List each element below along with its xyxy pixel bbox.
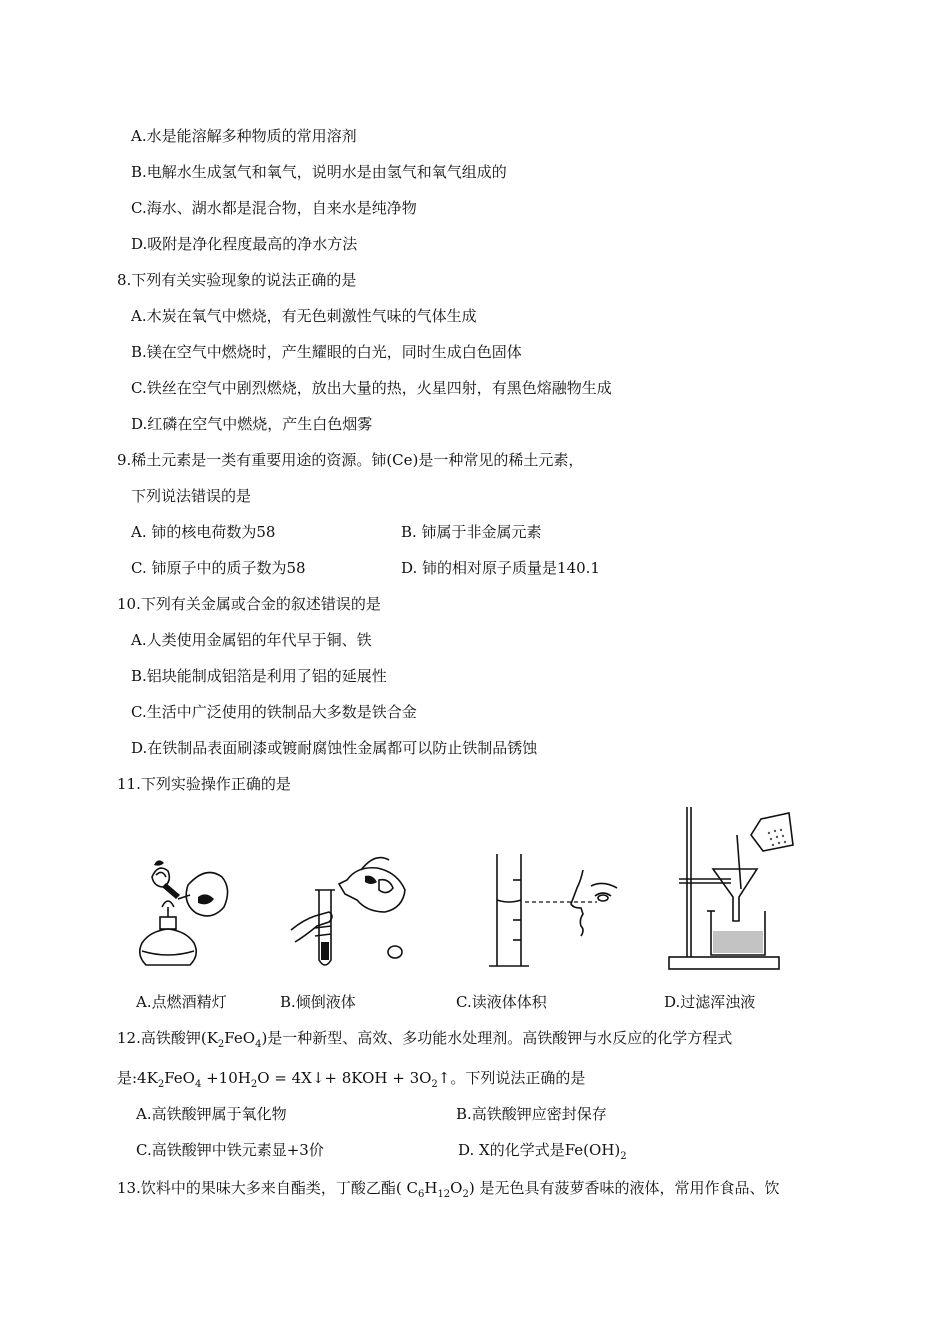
figure-c-reading-volume [485,850,625,970]
q8-stem: 8.下列有关实验现象的说法正确的是 [117,271,357,289]
q9-option-a: A. 铈的核电荷数为58 [131,523,276,541]
figure-b-pouring-liquid [285,850,415,975]
q8-option-a: A.木炭在氧气中燃烧，有无色刺激性气味的气体生成 [131,307,477,325]
figure-d-caption: D.过滤浑浊液 [664,993,756,1011]
q8-option-d: D.红磷在空气中燃烧，产生白色烟雾 [131,415,373,433]
q10-stem: 10.下列有关金属或合金的叙述错误的是 [117,595,381,613]
q7-option-a: A.水是能溶解多种物质的常用溶剂 [131,127,357,145]
q8-option-b: B.镁在空气中燃烧时，产生耀眼的白光，同时生成白色固体 [131,343,522,361]
q9-option-b: B. 铈属于非金属元素 [401,523,542,541]
figure-d-filtration [665,805,825,975]
q13-stem: 13.饮料中的果味大多来自酯类，丁酸乙酯( $C_6H_{12}O_2$) 是无色具有菠萝香味的液体，常用作食品、饮 [117,1179,780,1200]
q7-option-c: C.海水、湖水都是混合物，自来水是纯净物 [131,199,417,217]
q9-option-c: C. 铈原子中的质子数为58 [131,559,306,577]
q9-option-d: D. 铈的相对原子质量是140.1 [401,559,600,577]
q12-stem: 12.高铁酸钾$(K_2FeO_4)$是一种新型、高效、多功能水处理剂。高铁酸钾与水反应的化学方程式 [117,1029,733,1050]
q10-option-a: A.人类使用金属铝的年代早于铜、铁 [131,631,372,649]
figure-c-caption: C.读液体体积 [456,993,547,1011]
figure-a-caption: A.点燃酒精灯 [136,993,227,1011]
q10-option-c: C.生活中广泛使用的铁制品大多数是铁合金 [131,703,417,721]
figure-b-caption: B.倾倒液体 [280,993,356,1011]
q12-option-d: D. X的化学式是$Fe(OH)_2$ [458,1141,627,1162]
q12-equation-line: 是$:4K_2FeO_4 +10H_2O$ = 4X↓+ $8KOH + 3O_2↑$。下列说法正确的是 [117,1069,586,1090]
q11-stem: 11.下列实验操作正确的是 [117,775,291,793]
q12-option-b: B.高铁酸钾应密封保存 [456,1105,607,1123]
q7-option-b: B.电解水生成氢气和氧气，说明水是由氢气和氧气组成的 [131,163,507,181]
q10-option-d: D.在铁制品表面刷漆或镀耐腐蚀性金属都可以防止铁制品锈蚀 [131,739,538,757]
q12-option-c: C.高铁酸钾中铁元素显+3价 [136,1141,324,1159]
q12-option-a: A.高铁酸钾属于氧化物 [136,1105,287,1123]
q9-stem-line2: 下列说法错误的是 [131,487,252,505]
q10-option-b: B.铝块能制成铝箔是利用了铝的延展性 [131,667,387,685]
figure-a-lighting-lamp [128,855,238,975]
q8-option-c: C.铁丝在空气中剧烈燃烧，放出大量的热，火星四射，有黑色熔融物生成 [131,379,612,397]
q7-option-d: D.吸附是净化程度最高的净水方法 [131,235,358,253]
q9-stem-line1: 9.稀土元素是一类有重要用途的资源。铈(Ce)是一种常见的稀土元素， [117,451,584,469]
